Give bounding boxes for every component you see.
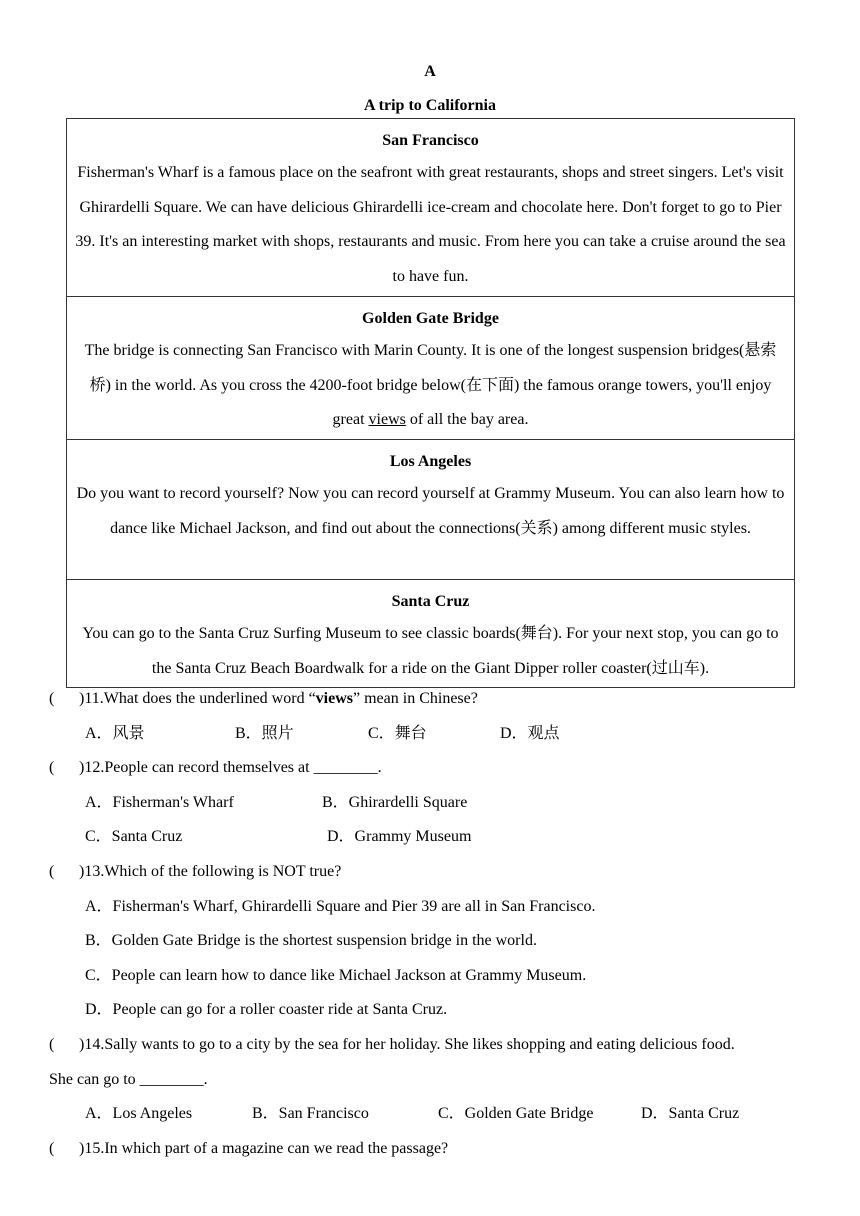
question-14-line2 (49, 1063, 819, 1098)
option-13-c[interactable]: C．People can learn how to dance like Michael Jackson at Grammy Museum. (85, 966, 587, 984)
body-san-francisco: Fisherman's Wharf is a famous place on the seafront with great restaurants, shops and street singers. Let's visit Ghirardelli Square. We can have delicious Ghirardelli ice-cream and chocolate here. Don't forget to go to Pier 39. It's an interesting market with shops, restaurants and music. From here you can take a cruise around the sea to have fun. (75, 164, 786, 286)
question-14-stem-line1: )14.Sally wants to go to a city by the sea for her holiday. She likes shopping and eating delicious food. (79, 1035, 735, 1053)
body-golden-gate (75, 334, 786, 438)
body-santa-cruz: You can go to the Santa Cruz Surfing Museum to see classic boards(舞台). For your next stop, you can go to the Santa Cruz Beach Boardwalk for a ride on the Giant Dipper roller coaster(过山车). (82, 624, 779, 677)
heading-los-angeles: Los Angeles (389, 452, 472, 470)
heading-santa-cruz: Santa Cruz (391, 592, 470, 610)
answer-blank-13[interactable]: ( (49, 862, 55, 880)
underlined-word-views: views (368, 411, 406, 429)
option-11-b[interactable]: B．照片 (235, 724, 294, 742)
question-12-options-row1 (49, 786, 819, 821)
option-11-d[interactable]: D．观点 (500, 724, 560, 742)
question-14-options (49, 1097, 819, 1132)
option-13-a[interactable]: A．Fisherman's Wharf, Ghirardelli Square and Pier 39 are all in San Francisco. (85, 897, 596, 915)
question-11-stem-a: )11.What does the underlined word “ (79, 690, 316, 707)
question-13-stem: )13.Which of the following is NOT true? (79, 862, 342, 880)
question-11-options (49, 717, 819, 752)
option-14-d[interactable]: D．Santa Cruz (641, 1105, 740, 1123)
option-12-b[interactable]: B．Ghirardelli Square (322, 793, 468, 811)
option-14-c[interactable]: C．Golden Gate Bridge (438, 1105, 594, 1123)
answer-blank-11[interactable]: ( (49, 690, 55, 707)
passage-table (66, 118, 795, 688)
answer-blank-14[interactable]: ( (49, 1035, 55, 1053)
passage-cell-golden-gate (67, 296, 795, 439)
body-los-angeles: Do you want to record yourself? Now you can record yourself at Grammy Museum. You can also learn how to dance like Michael Jackson, and find out about the connections(关系) among different music styles. (76, 484, 785, 537)
heading-san-francisco: San Francisco (382, 132, 479, 149)
body-golden-gate-part1: The bridge is connecting San Francisco with Marin County. It is one of the longest suspension bridges(悬索桥) in the world. As you cross the 4200-foot bridge below(在下面) the famous orange towers, you'll enjoy great (84, 341, 777, 429)
answer-blank-15[interactable]: ( (49, 1139, 55, 1157)
option-11-c[interactable]: C．舞台 (368, 724, 427, 742)
heading-golden-gate: Golden Gate Bridge (362, 309, 499, 327)
question-12-options-row2 (49, 820, 819, 855)
option-12-a[interactable]: A．Fisherman's Wharf (85, 793, 234, 811)
passage-cell-san-francisco (67, 119, 795, 297)
option-12-c[interactable]: C．Santa Cruz (85, 828, 183, 846)
option-14-b[interactable]: B．San Francisco (252, 1105, 369, 1123)
passage-cell-santa-cruz (67, 579, 795, 687)
passage-cell-los-angeles (67, 439, 795, 579)
passage-row-los-angeles (67, 439, 795, 579)
passage-title: A trip to California (364, 97, 496, 114)
question-14-stem-line2: She can go to ________. (49, 1070, 208, 1088)
option-11-a[interactable]: A．风景 (85, 724, 145, 742)
option-14-a[interactable]: A．Los Angeles (85, 1105, 193, 1123)
option-13-d[interactable]: D．People can go for a roller coaster ride at Santa Cruz. (85, 1001, 448, 1019)
question-14 (49, 1028, 819, 1063)
question-12-stem: )12.People can record themselves at ________. (79, 759, 382, 777)
passage-row-golden-gate (67, 296, 795, 439)
option-12-d[interactable]: D．Grammy Museum (327, 828, 472, 846)
passage-row-san-francisco (67, 119, 795, 297)
question-15 (49, 1132, 819, 1167)
passage-row-santa-cruz (67, 579, 795, 687)
section-letter: A (424, 63, 436, 80)
question-15-stem: )15.In which part of a magazine can we read the passage? (79, 1139, 449, 1157)
questions-section (49, 682, 819, 1166)
answer-blank-12[interactable]: ( (49, 759, 55, 777)
question-13 (49, 855, 819, 890)
body-golden-gate-part2: of all the bay area. (405, 411, 529, 429)
question-11 (49, 682, 819, 717)
question-11-keyword: views (315, 690, 353, 707)
option-13-b[interactable]: B．Golden Gate Bridge is the shortest suspension bridge in the world. (85, 932, 537, 950)
question-11-stem-b: ” mean in Chinese? (353, 690, 478, 707)
question-12 (49, 751, 819, 786)
